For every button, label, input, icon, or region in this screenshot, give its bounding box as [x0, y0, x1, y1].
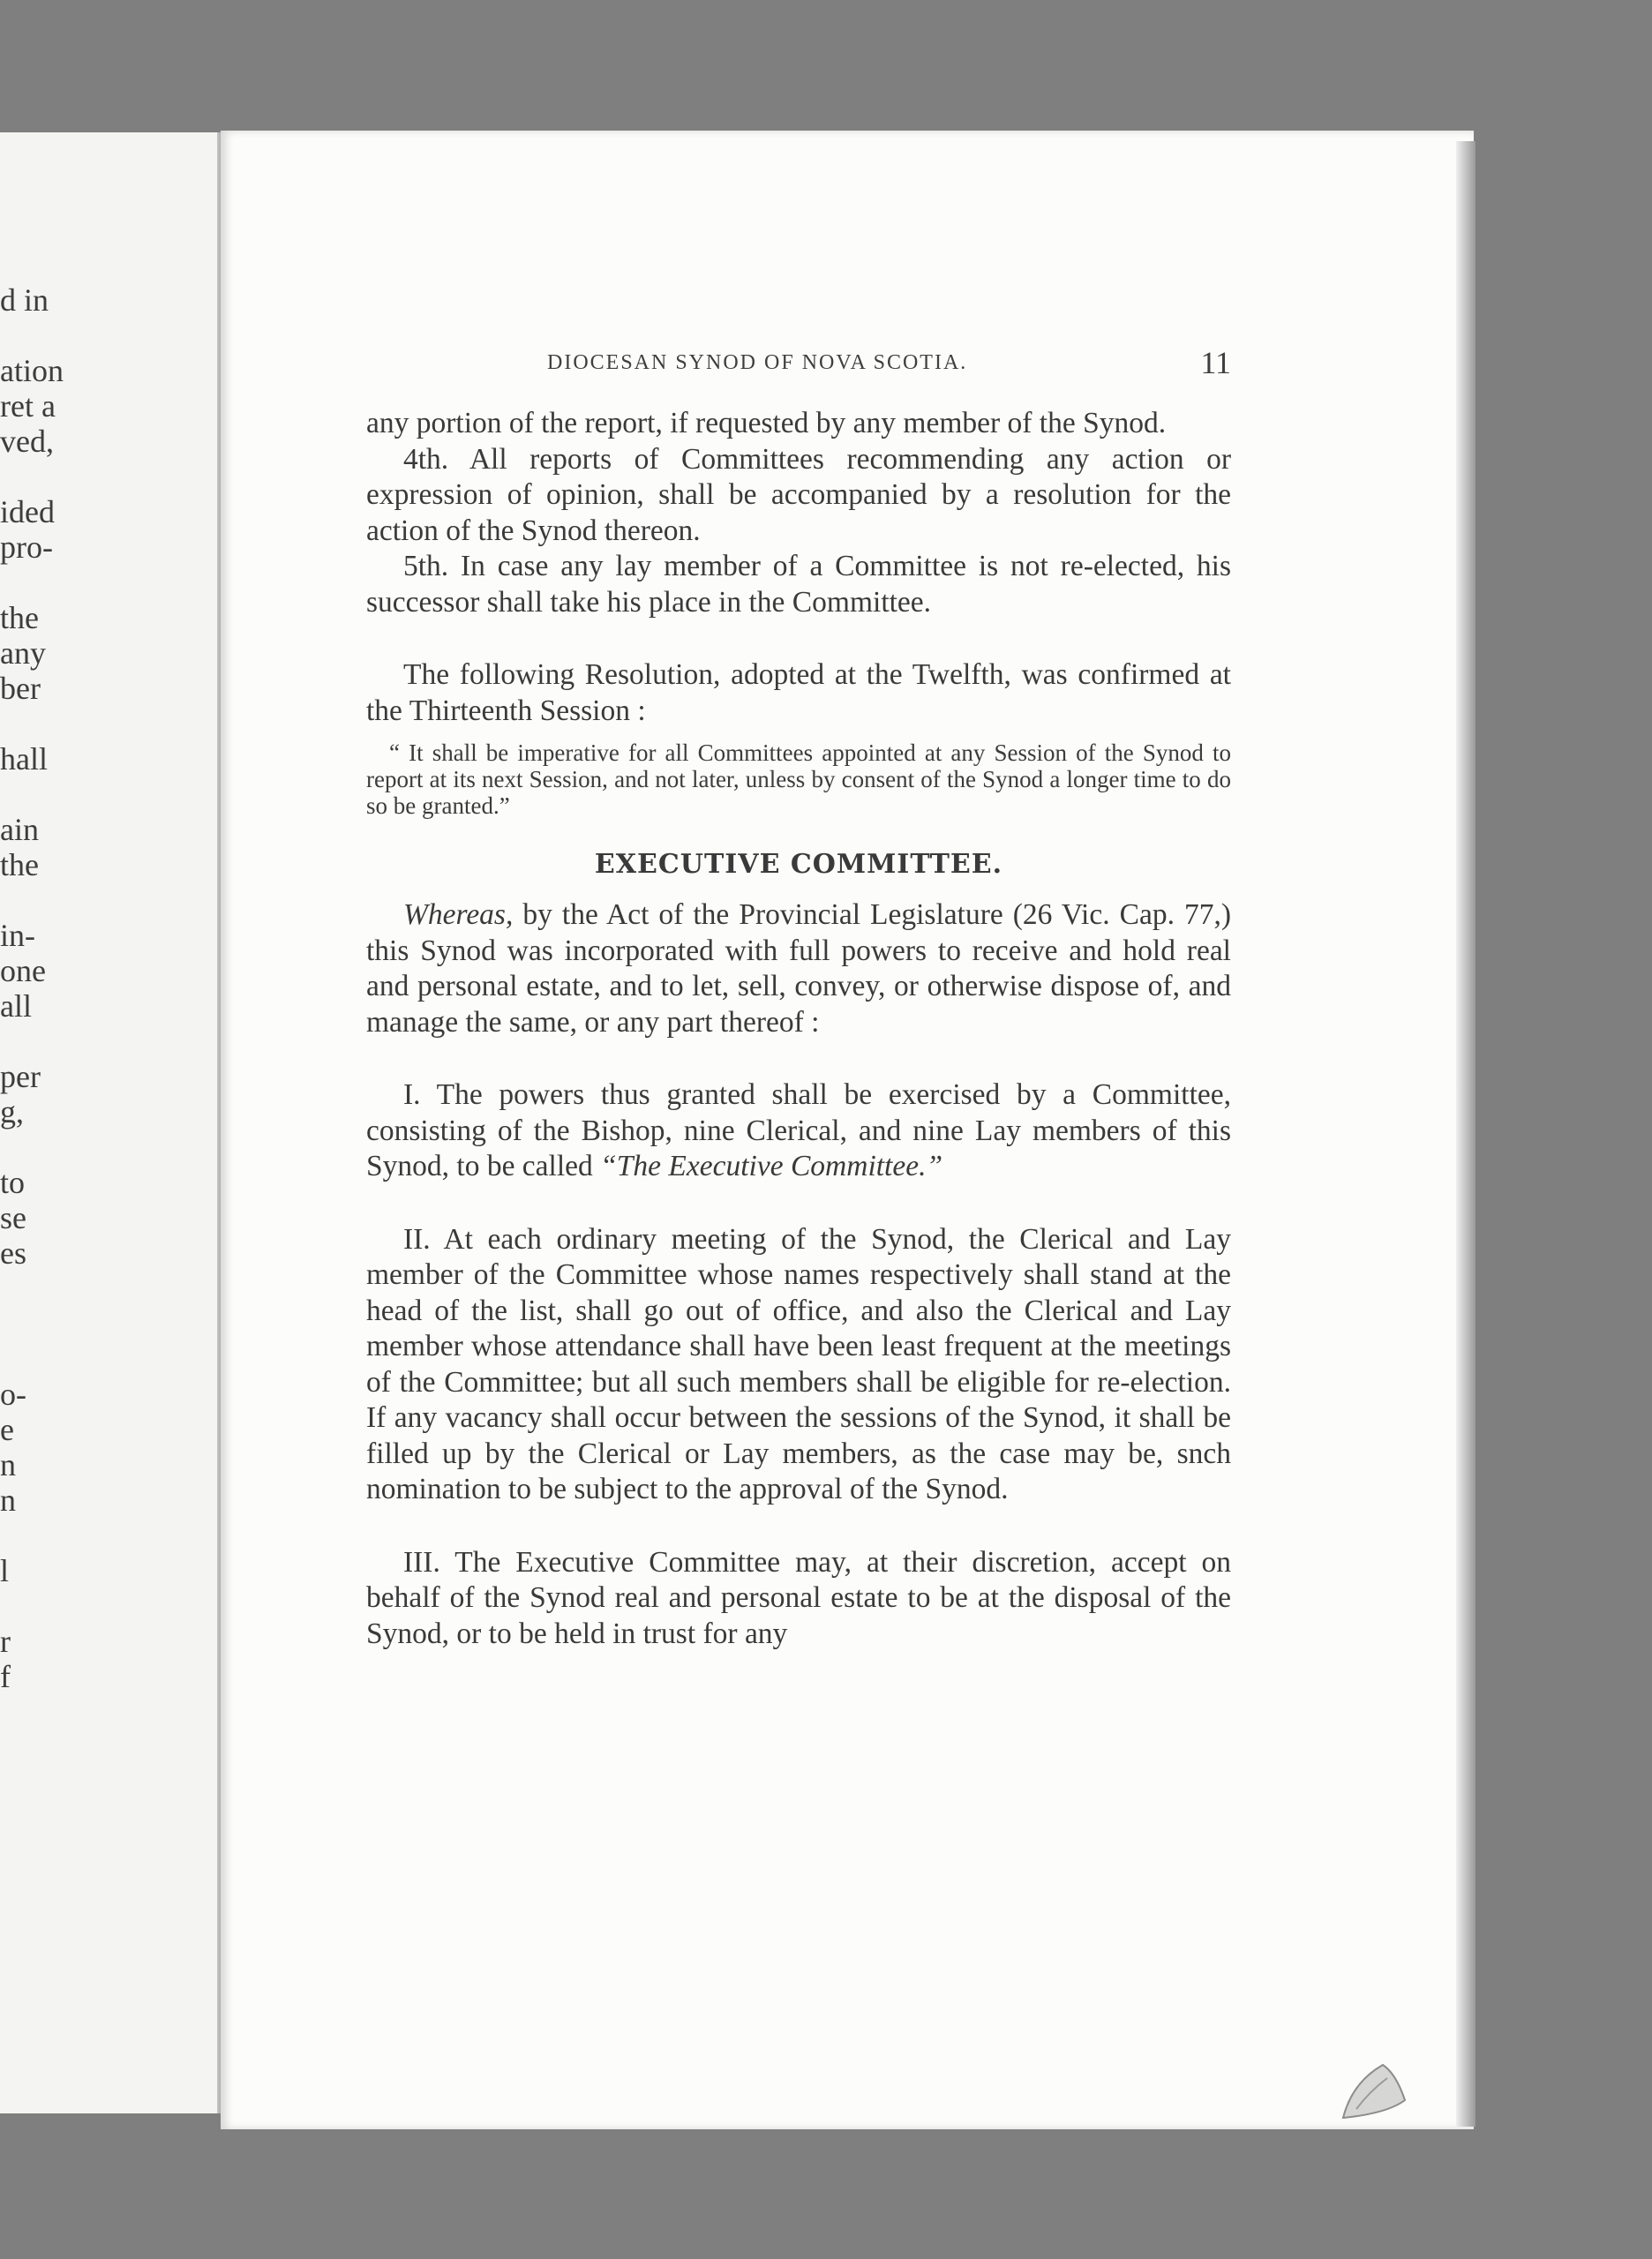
whereas-text: by the Act of the Provincial Legislature (26 Vic. Cap. 77,) this Synod was incorporated with full powers to receive and hold real and personal estate, and to let, sell, convey, or otherwise dispose of, and manage the same, or any part thereof :	[366, 898, 1231, 1039]
section-ii: II. At each ordinary meeting of the Synod, the Clerical and Lay member of the Committee whose names respectively shall stand at the head of the list, shall go out of office, and also the Clerical and Lay member whose attendance shall have been least frequent at the meetings of the Committee; but all such members shall be eligible for re-election. If any vacancy shall occur between the sessions of the Synod, it shall be filled up by the Clerical or Lay members, as the case may be, snch nomination to be subject to the approval of the Synod.	[366, 1222, 1231, 1505]
left-page-fragment: ation	[0, 353, 64, 388]
left-page-fragment: se	[0, 1200, 26, 1235]
left-facing-page	[0, 132, 231, 2113]
section-iii: III. The Executive Committee may, at their discretion, accept on behalf of the Synod real and personal estate to be at the disposal of the Synod, or to be held in trust for any	[366, 1545, 1231, 1650]
left-page-fragment: to	[0, 1165, 26, 1200]
left-page-fragment: l	[0, 1553, 10, 1588]
left-page-fragment: g,	[0, 1094, 24, 1130]
paragraph-4th: 4th. All reports of Committees recommending any action or expression of opinion, shall be accompanied by a resolution for the action of the Synod thereon.	[366, 442, 1231, 547]
page-edge-shadow	[1456, 141, 1476, 2127]
torn-corner-mark	[1334, 2047, 1414, 2127]
left-page-fragment: f	[0, 1659, 11, 1694]
paragraph-whereas	[366, 897, 1231, 1040]
left-page-fragment: all	[0, 988, 32, 1024]
running-head: DIOCESAN SYNOD OF NOVA SCOTIA.	[547, 351, 968, 374]
section-heading: EXECUTIVE COMMITTEE.	[594, 849, 1003, 880]
left-page-fragment: ved,	[0, 424, 54, 459]
left-page-fragment: any	[0, 635, 46, 671]
left-page-fragment: o-	[0, 1377, 26, 1412]
section-i	[366, 1077, 1231, 1185]
left-page-fragment: one	[0, 953, 46, 988]
page-header	[366, 344, 1231, 388]
paragraph-5th: 5th. In case any lay member of a Committee is not re-elected, his successor shall take his place in the Committee.	[366, 550, 1231, 619]
left-page-fragment: the	[0, 600, 39, 635]
left-page-fragment: es	[0, 1235, 26, 1271]
left-page-fragment: r	[0, 1624, 11, 1659]
paragraph-resolution: The following Resolution, adopted at the Twelfth, was confirmed at the Thirteenth Session :	[366, 658, 1231, 727]
resolution-quote: “ It shall be imperative for all Committees appointed at any Session of the Synod to report at its next Session, and not later, unless by consent of the Synod a longer time to do so be granted.”	[366, 739, 1231, 819]
section-i-text: I. The powers thus granted shall be exercised by a Committee, consisting of the Bishop, nine Clerical, and nine Lay members of this Synod, to be called	[366, 1078, 1231, 1182]
whereas-word: Whereas,	[403, 898, 514, 931]
page-number: 11	[1200, 345, 1231, 380]
left-page-fragment: per	[0, 1059, 41, 1094]
left-page-fragment: n	[0, 1447, 16, 1482]
left-page-text-fragments	[0, 132, 231, 2113]
left-page-fragment: hall	[0, 741, 48, 777]
left-page-fragment: in-	[0, 918, 35, 953]
left-page-fragment: e	[0, 1412, 14, 1447]
left-page-fragment: d in	[0, 282, 49, 318]
left-page-fragment: ided	[0, 494, 55, 529]
left-page-fragment: ain	[0, 812, 39, 847]
page-text-block	[366, 344, 1231, 1652]
paragraph-continuation: any portion of the report, if requested by any member of the Synod.	[366, 407, 1167, 439]
left-page-fragment: ber	[0, 671, 41, 706]
left-page-fragment: the	[0, 847, 39, 882]
left-page-fragment: n	[0, 1482, 16, 1518]
left-page-fragment: ret a	[0, 388, 56, 424]
left-page-fragment: pro-	[0, 529, 53, 565]
section-i-italic: “The Executive Committee.”	[600, 1150, 943, 1182]
